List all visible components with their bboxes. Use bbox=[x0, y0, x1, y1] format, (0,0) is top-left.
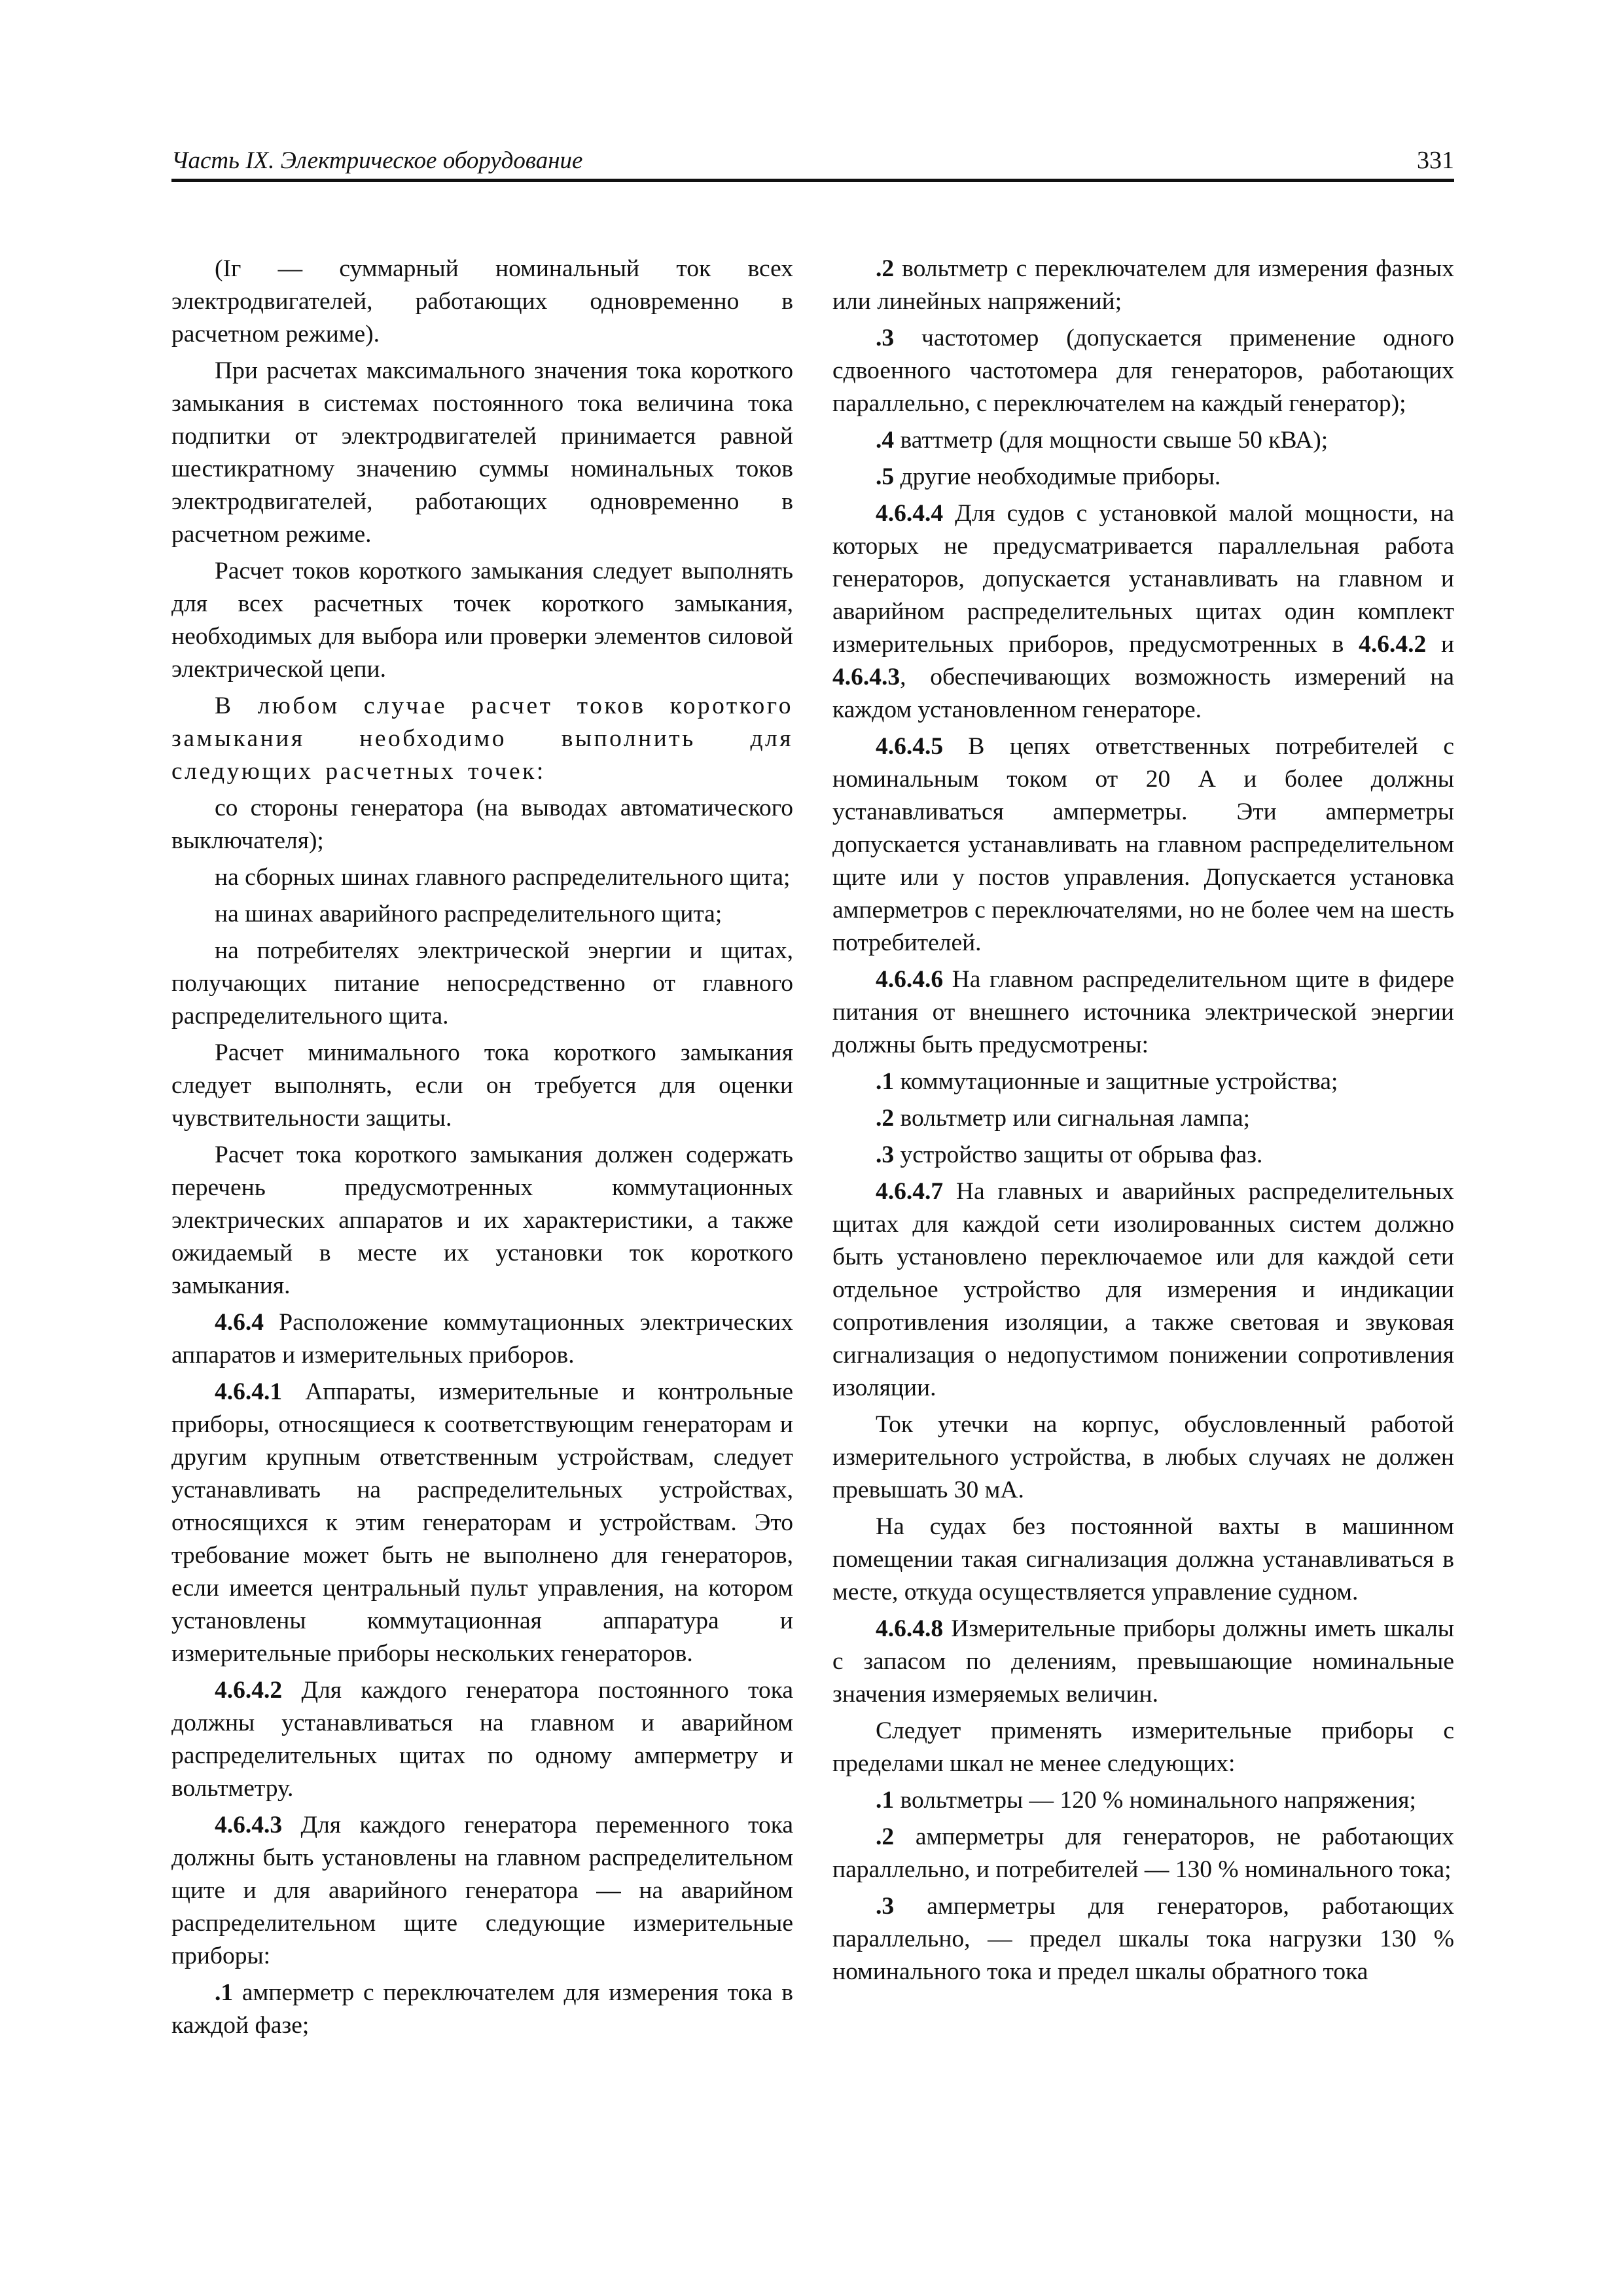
list-item bbox=[832, 1890, 1454, 1988]
item-number: .1 bbox=[876, 1068, 895, 1095]
paragraph-4-6-4-4 bbox=[832, 497, 1454, 726]
clause-text: Измерительные приборы должны иметь шкалы с запасом по делениям, превышающие номинальные значения измеряемых величин. bbox=[832, 1615, 1455, 1708]
paragraph: (Iг — суммарный номинальный ток всех электродвигателей, работающих одновременно в расчетном режиме). bbox=[171, 255, 793, 348]
paragraph-4-6-4-5 bbox=[832, 730, 1454, 960]
paragraph: Следует применять измерительные приборы с пределами шкал не менее следующих: bbox=[832, 1717, 1454, 1777]
clause-number: 4.6.4.5 bbox=[876, 733, 944, 760]
clause-number: 4.6.4.8 bbox=[876, 1615, 944, 1642]
item-number: .1 bbox=[215, 1979, 234, 2006]
item-text: амперметры для генераторов, работающих параллельно, — предел шкалы тока нагрузки 130 % номинального тока и предел шкалы обратного тока bbox=[832, 1893, 1454, 1985]
clause-text: В цепях ответственных потребителей с номинальным током от 20 А и более должны устанавливаться амперметры. Эти амперметры допускается устанавливать на главном распределительном щите или у постов управления. Допускается установка амперметров с переключателями, но не более чем на шесть потребителей. bbox=[832, 733, 1454, 956]
cross-reference: 4.6.4.2 bbox=[1359, 631, 1427, 658]
clause-number: 4.6.4.1 bbox=[215, 1378, 283, 1405]
section-heading-4-6-4 bbox=[171, 1306, 793, 1372]
right-column bbox=[832, 253, 1454, 1992]
item-text: коммутационные и защитные устройства; bbox=[900, 1068, 1338, 1095]
paragraph: на потребителях электрической энергии и щитах, получающих питание непосредственно от главного распределительного щита. bbox=[171, 937, 793, 1030]
clause-text: Аппараты, измерительные и контрольные приборы, относящиеся к соответствующим генераторам и другим крупным ответственным устройствам, следует устанавливать на распределительных устройствах, относящихся к этим генераторам и устройствам. Это требование может быть не выполнено для генераторов, если имеется центральный пульт управления, на котором установлены коммутационная аппаратура и измерительные приборы нескольких генераторов. bbox=[171, 1378, 793, 1667]
list-item bbox=[832, 1066, 1454, 1098]
clause-number: 4.6.4.6 bbox=[876, 966, 944, 993]
item-number: .1 bbox=[876, 1787, 895, 1814]
list-item bbox=[832, 1784, 1454, 1817]
list-item bbox=[832, 461, 1454, 493]
header-title: Часть IX. Электрическое оборудование bbox=[171, 147, 583, 174]
paragraph: на шинах аварийного распределительного щита; bbox=[215, 901, 722, 927]
clause-number: 4.6.4.7 bbox=[876, 1178, 944, 1205]
item-number: .3 bbox=[876, 1141, 895, 1168]
paragraph: При расчетах максимального значения тока короткого замыкания в системах постоянного тока величина тока подпитки от электродвигателей принимается равной шестикратному значению суммы номинальных токов электродвигателей, работающих одновременно в расчетном режиме. bbox=[171, 357, 793, 548]
clause-text: На главном распределительном щите в фидере питания от внешнего источника электрической энергии должны быть предусмотрены: bbox=[832, 966, 1455, 1058]
item-number: .5 bbox=[876, 463, 895, 490]
left-column bbox=[171, 253, 793, 2046]
list-item bbox=[832, 1821, 1454, 1886]
paragraph: Расчет токов короткого замыкания следует выполнять для всех расчетных точек короткого замыкания, необходимых для выбора или проверки элементов силовой электрической цепи. bbox=[171, 558, 793, 683]
paragraph-4-6-4-1 bbox=[171, 1376, 793, 1670]
clause-text: Для каждого генератора переменного тока должны быть установлены на главном распределительном щите и для аварийного генератора — на аварийном распределительном щите следующие измерительные приборы: bbox=[171, 1812, 794, 1969]
item-number: .4 bbox=[876, 427, 895, 454]
clause-text: Для судов с установкой малой мощности, на которых не предусматривается параллельная работа генераторов, допускается устанавливать на главном и аварийном распределительных щитах один комплект измерительных приборов, предусмотренных в bbox=[832, 500, 1455, 658]
item-text: вольтметр или сигнальная лампа; bbox=[900, 1105, 1251, 1132]
list-item bbox=[832, 322, 1454, 420]
item-number: .2 bbox=[876, 1105, 895, 1132]
clause-text: , обеспечивающих возможность измерений на каждом установленном генераторе. bbox=[832, 664, 1454, 723]
clause-number: 4.6.4.4 bbox=[876, 500, 944, 527]
paragraph: Ток утечки на корпус, обусловленный работой измерительного устройства, в любых случаях не должен превышать 30 мА. bbox=[832, 1411, 1454, 1503]
item-number: .3 bbox=[876, 325, 895, 351]
page-number: 331 bbox=[1417, 147, 1454, 174]
paragraph: В любом случае расчет токов короткого замыкания необходимо выполнить для следующих расчетных точек: bbox=[171, 692, 793, 785]
paragraph: со стороны генератора (на выводах автоматического выключателя); bbox=[171, 795, 793, 854]
item-text: устройство защиты от обрыва фаз. bbox=[900, 1141, 1263, 1168]
paragraph-4-6-4-3 bbox=[171, 1809, 793, 1973]
cross-reference: 4.6.4.3 bbox=[832, 664, 901, 691]
clause-number: 4.6.4.2 bbox=[215, 1677, 283, 1704]
item-text: ваттметр (для мощности свыше 50 кВА); bbox=[900, 427, 1329, 454]
paragraph: Расчет тока короткого замыкания должен содержать перечень предусмотренных коммутационных электрических аппаратов и их характеристики, а также ожидаемый в месте их установки ток короткого замыкания. bbox=[171, 1141, 793, 1299]
paragraph-4-6-4-2 bbox=[171, 1674, 793, 1805]
clause-text: На главных и аварийных распределительных щитах для каждой сети изолированных систем должно быть установлено переключаемое или для каждой сети отдельное устройство для измерения и индикации сопротивления изоляции, а также световая и звуковая сигнализация о недопустимом понижении сопротивления изоляции. bbox=[832, 1178, 1454, 1401]
clause-number: 4.6.4.3 bbox=[215, 1812, 283, 1839]
clause-text: Для каждого генератора постоянного тока должны устанавливаться на главном и аварийном распределительных щитах по одному амперметру и вольтметру. bbox=[171, 1677, 793, 1802]
item-number: .2 bbox=[876, 255, 895, 282]
paragraph: На судах без постоянной вахты в машинном помещении такая сигнализация должна устанавливаться в месте, откуда осуществляется управление судном. bbox=[832, 1513, 1454, 1605]
item-text: частотомер (допускается применение одного сдвоенного частотомера для генераторов, работающих параллельно, с переключателем на каждый генератор); bbox=[832, 325, 1454, 417]
item-text: амперметры для генераторов, не работающих параллельно, и потребителей — 130 % номинального тока; bbox=[832, 1823, 1455, 1883]
item-text: вольтметр с переключателем для измерения фазных или линейных напряжений; bbox=[832, 255, 1454, 315]
paragraph: Расчет минимального тока короткого замыкания следует выполнять, если он требуется для оценки чувствительности защиты. bbox=[171, 1039, 793, 1132]
paragraph-4-6-4-6 bbox=[832, 963, 1454, 1062]
paragraph: на сборных шинах главного распределительного щита; bbox=[215, 864, 791, 891]
paragraph-4-6-4-8 bbox=[832, 1613, 1454, 1711]
conjunction: и bbox=[1440, 631, 1455, 658]
list-item bbox=[832, 1139, 1454, 1172]
section-number: 4.6.4 bbox=[215, 1309, 264, 1336]
list-item bbox=[832, 1102, 1454, 1135]
page-header bbox=[171, 145, 1454, 182]
list-item bbox=[171, 1977, 793, 2042]
list-item bbox=[832, 253, 1454, 318]
item-number: .3 bbox=[876, 1893, 895, 1920]
item-text: другие необходимые приборы. bbox=[900, 463, 1221, 490]
list-item bbox=[832, 424, 1454, 457]
section-title: Расположение коммутационных электрических аппаратов и измерительных приборов. bbox=[171, 1309, 793, 1369]
paragraph-4-6-4-7 bbox=[832, 1175, 1454, 1405]
item-text: вольтметры — 120 % номинального напряжения; bbox=[900, 1787, 1416, 1814]
item-number: .2 bbox=[876, 1823, 895, 1850]
item-text: амперметр с переключателем для измерения тока в каждой фазе; bbox=[171, 1979, 794, 2039]
